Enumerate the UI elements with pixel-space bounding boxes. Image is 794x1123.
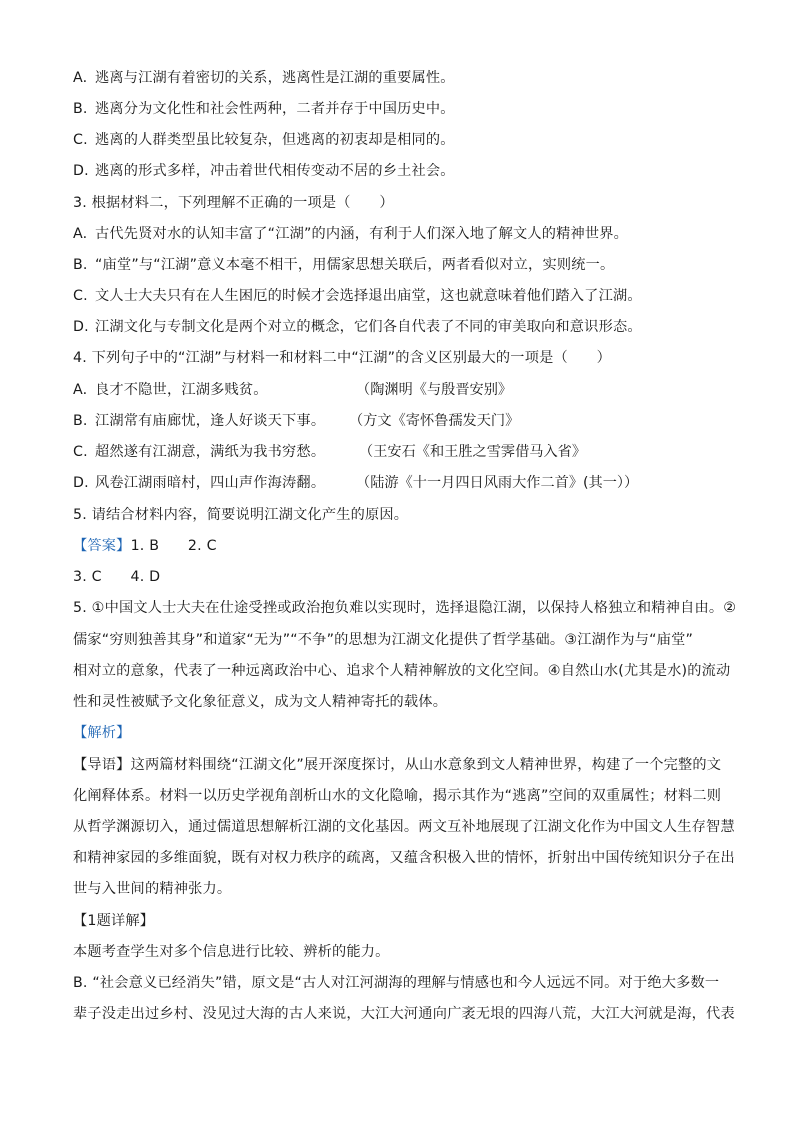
q3-option-b: B. “庙堂”与“江湖”意义本毫不相干，用儒家思想关联后，两者看似对立，实则统一。: [73, 257, 615, 273]
q1-detail-line-1: 本题考查学生对多个信息进行比较、辨析的能力。: [73, 944, 390, 960]
q4-option-c: C. 超然遂有江湖意，满纸为我书穷愁。: [73, 444, 326, 460]
answer-q5-line-4: 性和灵性被赋予文化象征意义，成为文人精神寄托的载体。: [73, 694, 448, 710]
q4-stem: 4. 下列句子中的“江湖”与材料一和材料二中“江湖”的含义区别最大的一项是（ ）: [73, 350, 612, 366]
q2-option-b: B. 逃离分为文化性和社会性两种，二者并存于中国历史中。: [73, 101, 455, 117]
q4-option-b: B. 江湖常有庙廊忧，逢人好谈天下事。: [73, 413, 326, 429]
q3-stem: 3. 根据材料二，下列理解不正确的一项是（ ）: [73, 195, 394, 211]
q4-option-a-source: （陶渊明《与殷晋安别》: [356, 382, 513, 398]
q2-option-d: D. 逃离的形式多样，冲击着世代相传变动不居的乡土社会。: [73, 163, 455, 179]
answer-q5-line-1: 5. ①中国文人士大夫在仕途受挫或政治抱负难以实现时，选择退隐江湖，以保持人格独立和精神自由。②: [73, 600, 737, 616]
q1-detail-line-2: B. “社会意义已经消失”错，原文是“古人对江河湖海的理解与情感也和今人远远不同。对于绝大多数一: [73, 975, 720, 991]
answer-line-2: 3. C 4. D: [73, 569, 161, 585]
guide-label: 【导语】: [73, 757, 131, 773]
guide-line-3: 从哲学渊源切入，通过儒道思想解析江湖的文化基因。两文互补地展现了江湖文化作为中国文人生存智慧: [73, 819, 735, 835]
q3-option-d: D. 江湖文化与专制文化是两个对立的概念，它们各自代表了不同的审美取向和意识形态。: [73, 319, 642, 335]
q4-option-d-source: （陆游《十一月四日风雨大作二首》(其一））: [356, 475, 639, 491]
q1-detail-line-3: 辈子没走出过乡村、没见过大海的古人来说，大江大河通向广袤无垠的四海八荒，大江大河就是海，代表: [73, 1006, 735, 1022]
answer-q5-line-2: 儒家“穷则独善其身”和道家“无为”“不争”的思想为江湖文化提供了哲学基础。③江湖作为与“庙堂”: [73, 632, 694, 648]
q4-option-c-source: （王安石《和王胜之雪霁借马入省》: [359, 444, 587, 460]
q4-option-a: A. 良才不隐世，江湖多贱贫。: [73, 382, 268, 398]
q2-option-c: C. 逃离的人群类型虽比较复杂，但逃离的初衷却是相同的。: [73, 132, 455, 148]
q4-option-b-source: （方文《寄怀鲁孺发天门》: [349, 413, 520, 429]
analysis-label: 【解析】: [73, 725, 131, 741]
guide-line-2: 化阐释体系。材料一以历史学视角剖析山水的文化隐喻，揭示其作为“逃离”空间的双重属性；材料二则: [73, 788, 722, 804]
guide-line-4: 和精神家园的多维面貌，既有对权力秩序的疏离，又蕴含积极入世的情怀，折射出中国传统知识分子在出: [73, 850, 735, 866]
answer-label: 【答案】: [73, 538, 131, 554]
q2-option-a: A. 逃离与江湖有着密切的关系，逃离性是江湖的重要属性。: [73, 70, 455, 86]
q3-option-c: C. 文人士大夫只有在人生困厄的时候才会选择退出庙堂，这也就意味着他们踏入了江湖。: [73, 288, 642, 304]
answer-line-1: 【答案】1. B 2. C: [73, 538, 217, 554]
q3-option-a: A. 古代先贤对水的认知丰富了“江湖”的内涵，有利于人们深入地了解文人的精神世界。: [73, 226, 629, 242]
q4-option-d: D. 风卷江湖雨暗村，四山声作海涛翻。: [73, 475, 326, 491]
guide-line-5: 世与入世间的精神张力。: [73, 881, 232, 897]
answer-q5-line-3: 相对立的意象，代表了一种远离政治中心、追求个人精神解放的文化空间。④自然山水(尤其是水)的流动: [73, 663, 731, 679]
q5-stem: 5. 请结合材料内容，简要说明江湖文化产生的原因。: [73, 507, 409, 523]
guide-line-1: 【导语】这两篇材料围绕“江湖文化”展开深度探讨，从山水意象到文人精神世界，构建了一个完整的文: [73, 757, 722, 773]
q1-detail-label: 【1题详解】: [73, 913, 155, 929]
